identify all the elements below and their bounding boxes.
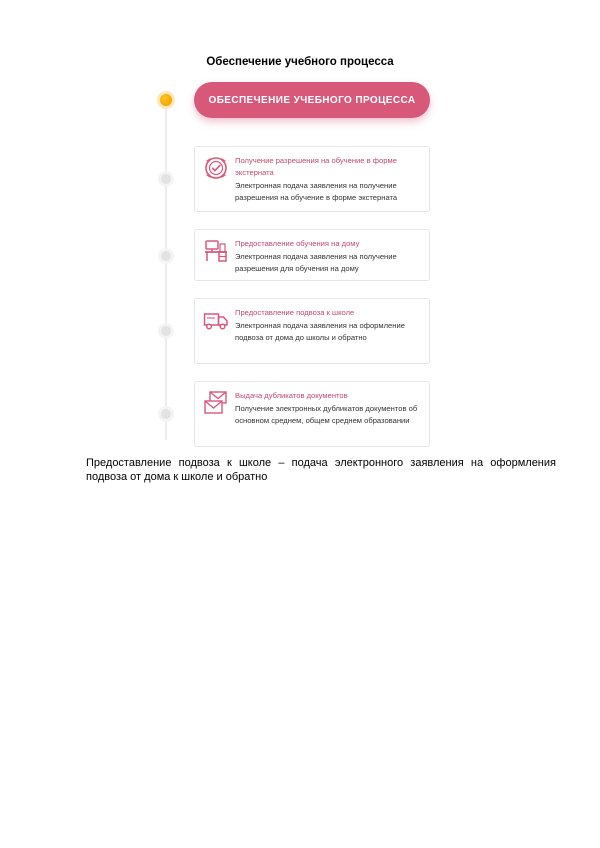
service-card-title: Получение разрешения на обучение в форме экстерната [235,156,397,177]
timeline-dot [158,248,174,264]
service-card-externat[interactable] [194,146,430,212]
service-card-title: Предоставление обучения на дому [235,239,360,248]
timeline-line [165,102,167,440]
timeline-dot-active [157,91,175,109]
body-paragraph: Предоставление подвоза к школе – подача электронного заявления на оформления подвоза от дома к школе и обратно [86,457,556,483]
service-card-description: Электронная подача заявления на получение разрешения на обучение в форме экстерната [235,181,398,202]
service-card-description: Получение электронных дубликатов документов об основном среднем, общем среднем образовании [235,404,418,425]
timeline-dot [158,323,174,339]
home-desk-icon [203,238,229,264]
service-card-home-learning[interactable] [194,229,430,281]
timeline-dot [158,171,174,187]
envelopes-icon [203,390,229,416]
document-heading: Обеспечение учебного процесса [206,56,394,68]
service-card-description: Электронная подача заявления на оформление подвоза от дома до школы и обратно [235,321,405,342]
service-card-duplicates[interactable] [194,381,430,447]
certificate-check-icon [203,155,229,181]
truck-icon [203,307,229,333]
service-card-description: Электронная подача заявления на получение разрешения для обучения на дому [235,252,397,273]
service-card-school-transport[interactable] [194,298,430,364]
service-timeline [150,80,450,452]
timeline-dot [158,406,174,422]
service-card-title: Предоставление подвоза к школе [235,308,355,317]
service-card-title: Выдача дубликатов документов [235,391,348,400]
main-category-button[interactable]: ОБЕСПЕЧЕНИЕ УЧЕБНОГО ПРОЦЕССА [194,82,430,118]
